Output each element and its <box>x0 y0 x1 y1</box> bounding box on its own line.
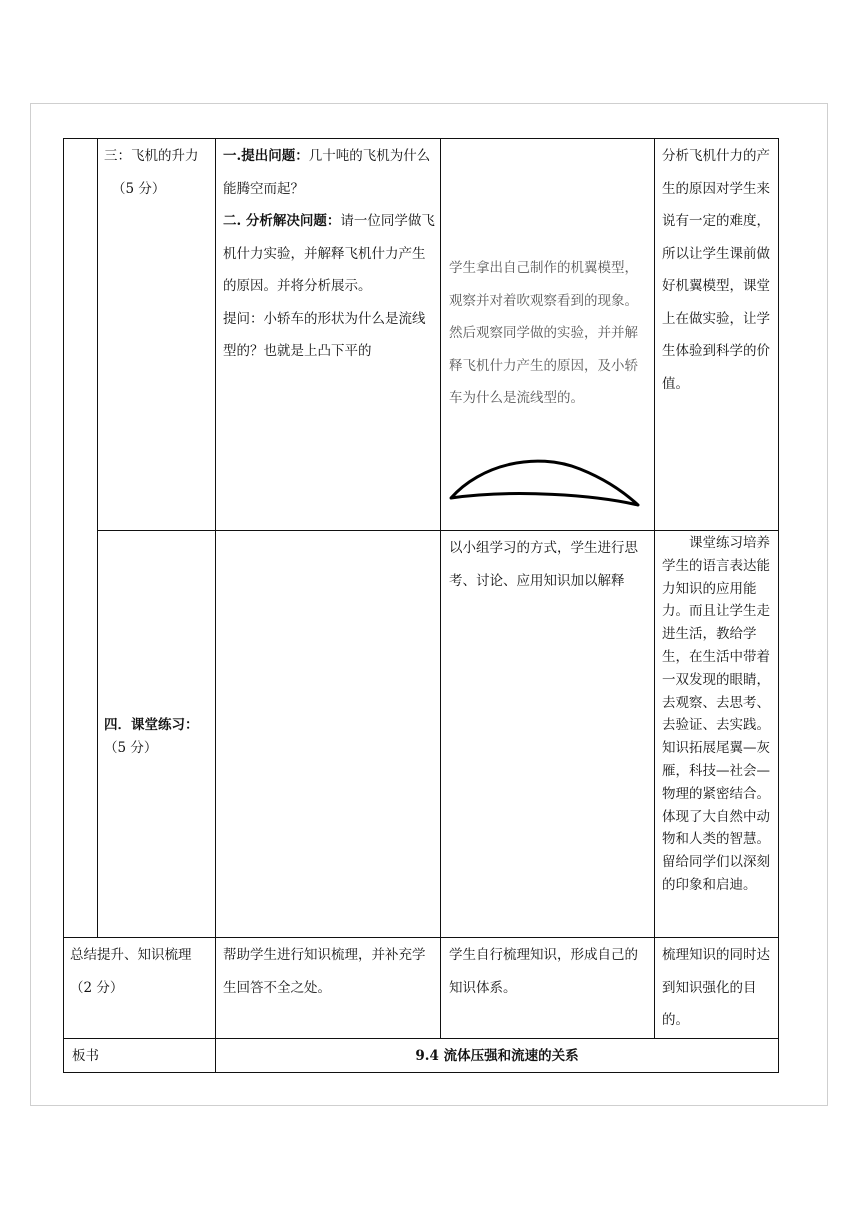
stage-title: 四．课堂练习： <box>104 717 199 733</box>
intent-cell <box>662 532 774 897</box>
ask-text: 提问：小轿车的形状为什么是流线型的？也就是上凸下平的 <box>223 310 426 359</box>
design-intent: 课堂练习培养学生的语言表达能力知识的应用能力。而且让学生走进生活，教给学生，在生活中带着一双发现的眼睛，去观察、去思考、去验证、去实践。知识拓展尾翼—灰雁，科技—社会—物理的紧密结合。体现了大自然中动物和人类的智慧。留给同学们以深刻的印象和启迪。 <box>662 535 770 893</box>
stage-cell <box>104 714 212 760</box>
design-intent: 梳理知识的同时达到知识强化的目的。 <box>662 947 770 1028</box>
board-label: 板书 <box>72 1048 99 1064</box>
design-intent: 分析飞机什力的产生的原因对学生来说有一定的难度，所以让学生课前做好机翼模型，课堂上在做实验，让学生体验到科学的价值。 <box>662 148 770 392</box>
stage-duration: （5 分） <box>104 739 158 756</box>
table-border-left <box>63 138 64 1073</box>
table-border-top <box>63 138 779 139</box>
stage-cell <box>104 140 212 205</box>
board-title: 9.4 流体压强和流速的关系 <box>415 1048 579 1064</box>
column-divider <box>440 138 441 1038</box>
student-activity: 学生自行梳理知识，形成自己的知识体系。 <box>449 947 638 996</box>
question-text: 几十吨的飞机为什么能腾空而起？ <box>223 148 431 197</box>
wing-profile-icon <box>445 455 645 513</box>
row-divider <box>97 530 779 531</box>
stage-duration: （5 分） <box>112 180 166 197</box>
analysis-label: 二. 分析解决问题： <box>223 213 341 229</box>
column-divider <box>97 138 98 938</box>
table-border-bottom <box>63 1072 779 1073</box>
teacher-cell <box>223 939 435 1004</box>
student-cell <box>449 532 649 597</box>
student-activity: 以小组学习的方式，学生进行思考、讨论、应用知识加以解释 <box>449 540 638 589</box>
table-border-right <box>778 138 779 1073</box>
stage-cell <box>70 939 212 1004</box>
column-divider <box>654 138 655 1038</box>
analysis-text: 请一位同学做飞机什力实验，并解释飞机什力产生的原因。并将分析展示。 <box>223 213 435 294</box>
stage-title: 三：飞机的升力 <box>104 148 199 164</box>
intent-cell <box>662 939 774 1037</box>
student-cell <box>449 252 649 415</box>
row-divider <box>63 937 779 938</box>
teacher-activity: 帮助学生进行知识梳理，并补充学生回答不全之处。 <box>223 947 426 996</box>
column-divider <box>215 138 216 1073</box>
student-cell <box>449 939 649 1004</box>
intent-cell <box>662 140 774 400</box>
stage-title: 总结提升、知识梳理（2 分） <box>70 947 192 996</box>
student-activity: 学生拿出自己制作的机翼模型，观察并对着吹观察看到的现象。然后观察同学做的实验，并并解释飞机什力产生的原因，及小轿车为什么是流线型的。 <box>449 260 638 406</box>
question-label: 一.提出问题： <box>223 148 309 164</box>
row-divider <box>63 1038 779 1039</box>
teacher-cell <box>223 140 435 368</box>
